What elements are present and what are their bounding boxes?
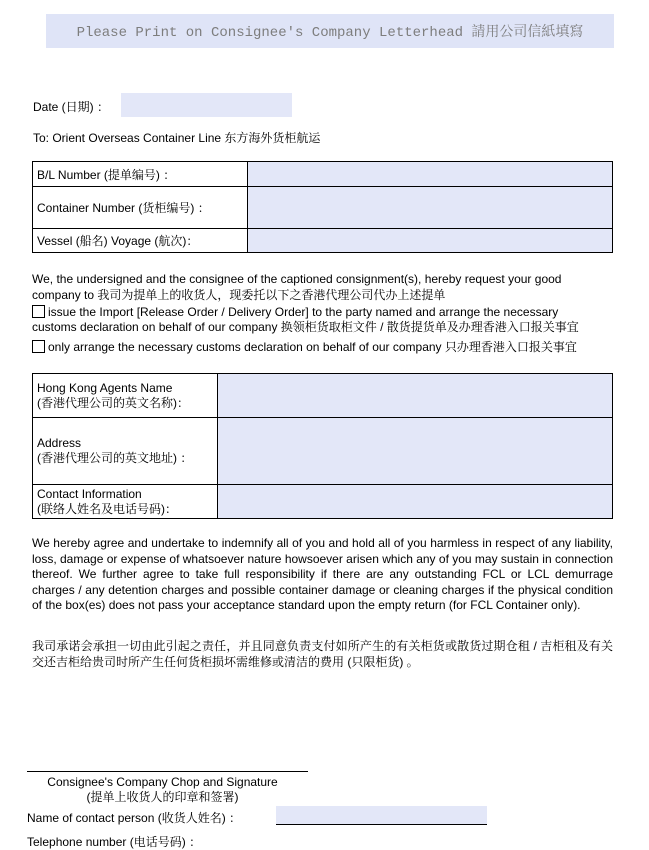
telephone-label: Telephone number (电话号码) ： bbox=[27, 835, 202, 849]
bl-number-input[interactable] bbox=[247, 162, 612, 187]
bl-number-row bbox=[33, 162, 613, 187]
agent-contact-label-cn: (联络人姓名及电话号码)： bbox=[37, 501, 177, 516]
indemnity-english: We hereby agree and undertake to indemnify all of you and hold all of you harmless in respect of any liability, loss, damage or expense of whatsoever nature howsoever arisen which any of you may sustain in connection thereof. We further agree to take full responsibility if there are any outstanding FCL or LCL demurrage charges / any detention charges and possible container damage or cleaning charges if the physical condition of the box(es) does not pass your acceptance standard upon the empty return (for FCL Container only). bbox=[32, 536, 613, 612]
indemnity-chinese: 我司承诺会承担一切由此引起之责任，并且同意负责支付如所产生的有关柜货或散货过期仓租 / 吉柜租及有关交还吉柜给贵司时所产生任何货柜损坏需维修或清洁的费用 (只限柜货) 。 bbox=[32, 639, 613, 669]
customs-only-checkbox[interactable] bbox=[32, 340, 45, 353]
option1-line2: customs declaration on behalf of our company 换领柜货取柜文件 / 散货提货单及办理香港入口报关事宜 bbox=[32, 320, 579, 334]
agent-address-label-en: Address bbox=[37, 436, 82, 450]
container-number-label: Container Number (货柜编号) ： bbox=[33, 187, 248, 229]
option-customs-only bbox=[32, 340, 622, 356]
signature-block bbox=[27, 775, 298, 805]
agent-contact-label-en: Contact Information bbox=[37, 486, 142, 501]
vessel-voyage-input[interactable] bbox=[247, 229, 612, 253]
signature-line bbox=[27, 771, 308, 772]
agent-name-input[interactable] bbox=[217, 374, 612, 418]
agent-name-label-en: Hong Kong Agents Name bbox=[37, 380, 173, 395]
option2-text: only arrange the necessary customs declaration on behalf of our company 只办理香港入口报关事宜 bbox=[48, 340, 577, 354]
agent-contact-row bbox=[33, 485, 613, 519]
agent-address-label-cn: (香港代理公司的英文地址) ： bbox=[37, 451, 193, 465]
bl-number-label: B/L Number (提单编号) ： bbox=[33, 162, 248, 187]
banner-text: Please Print on Consignee's Company Letterhead 請用公司信紙填寫 bbox=[76, 25, 584, 41]
date-input[interactable] bbox=[121, 93, 292, 117]
signature-label-en: Consignee's Company Chop and Signature bbox=[47, 775, 278, 789]
agent-name-row bbox=[33, 374, 613, 418]
agent-address-input[interactable] bbox=[217, 418, 612, 485]
option-issue-release-order bbox=[32, 305, 622, 321]
shipment-table bbox=[32, 161, 613, 253]
request-line-1: We, the undersigned and the consignee of the captioned consignment(s), hereby request your good bbox=[32, 272, 562, 286]
agent-contact-label bbox=[33, 485, 218, 519]
vessel-voyage-label: Vessel (船名) Voyage (航次)： bbox=[33, 229, 248, 253]
signature-label-cn: (提单上收货人的印章和签署) bbox=[86, 790, 239, 804]
request-line-2: company to 我司为提单上的收货人，现委托以下之香港代理公司代办上述提单 bbox=[32, 287, 446, 302]
agent-table bbox=[32, 373, 613, 519]
vessel-voyage-row bbox=[33, 229, 613, 253]
date-label: Date (日期) ： bbox=[33, 100, 110, 114]
issue-release-order-checkbox[interactable] bbox=[32, 305, 45, 318]
request-paragraph bbox=[32, 272, 613, 303]
agent-contact-input[interactable] bbox=[217, 485, 612, 519]
contact-person-input[interactable] bbox=[276, 806, 487, 825]
agent-address-row bbox=[33, 418, 613, 485]
container-number-row bbox=[33, 187, 613, 229]
agent-address-label bbox=[33, 418, 218, 485]
option1-line1: issue the Import [Release Order / Delivery Order] to the party named and arrange the necessary bbox=[48, 305, 559, 319]
container-number-input[interactable] bbox=[247, 187, 612, 229]
agent-name-label-cn: (香港代理公司的英文名称)： bbox=[37, 395, 189, 410]
letterhead-banner bbox=[46, 14, 614, 48]
agent-name-label bbox=[33, 374, 218, 418]
contact-person-label: Name of contact person (收货人姓名) ： bbox=[27, 811, 242, 825]
to-line: To: Orient Overseas Container Line 东方海外货柜航运 bbox=[33, 131, 321, 145]
